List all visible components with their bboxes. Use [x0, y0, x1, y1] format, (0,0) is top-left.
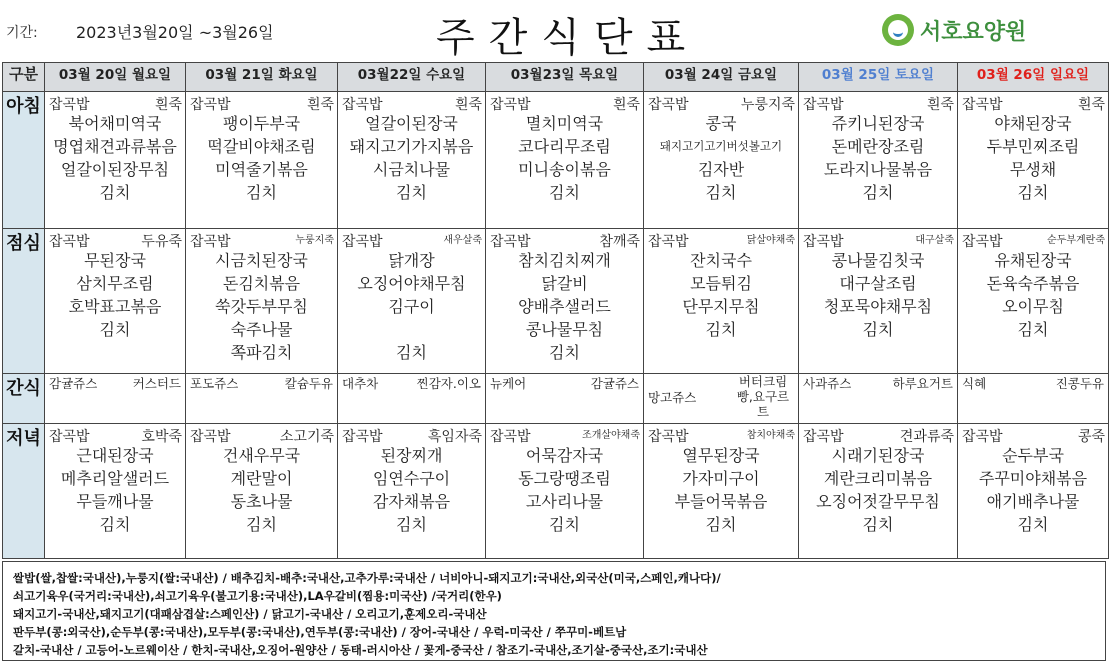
dish-item: 대구살조림 — [839, 274, 917, 293]
snack-item-left: 감귤쥬스 — [49, 376, 98, 391]
breakfast-cell — [486, 92, 644, 229]
page-title: 주간식단표 — [436, 15, 700, 61]
rice-porridge-line — [186, 229, 337, 249]
snack-item-right: 커스터드 — [132, 375, 181, 391]
dish-item — [338, 318, 485, 341]
dish-item: 시금치나물 — [372, 160, 451, 179]
rice-item: 잡곡밥 — [490, 234, 531, 250]
smile-logo-icon — [882, 14, 914, 46]
dish-item: 계란크리미볶음 — [823, 469, 933, 488]
porridge-item: 흰죽 — [612, 97, 640, 113]
meal-label-snack: 간식 — [3, 374, 45, 424]
porridge-item: 흰죽 — [454, 97, 482, 113]
dish-item: 두부민찌조림 — [986, 137, 1080, 156]
rice-porridge-line — [644, 229, 798, 249]
dish-item: 무생채 — [1009, 160, 1057, 179]
day-header-tue: 03월 21일 화요일 — [186, 63, 338, 92]
dish-item: 애기배추나물 — [986, 492, 1080, 511]
dish-item: 북어채미역국 — [68, 114, 162, 133]
porridge-item: 순두부계란죽 — [1047, 235, 1105, 246]
dish-item: 코다리무조림 — [518, 137, 611, 156]
dish-item: 열무된장국 — [682, 446, 760, 465]
period-value: 2023년3월20일 ~3월26일 — [76, 23, 274, 42]
day-header-thu: 03월23일 목요일 — [486, 63, 644, 92]
snack-item-right: 버터크림빵,요구르트 — [736, 374, 790, 419]
porridge-item: 조개살야채죽 — [582, 430, 640, 441]
breakfast-cell — [186, 92, 338, 229]
rice-item: 잡곡밥 — [49, 97, 90, 113]
rice-porridge-line — [799, 92, 957, 112]
dinner-cell — [799, 424, 958, 559]
dish-item: 청포묵야채무침 — [823, 297, 933, 316]
rice-item: 잡곡밥 — [803, 429, 844, 445]
dish-item: 시래기된장국 — [831, 446, 925, 465]
dish-item: 건새우무국 — [222, 446, 301, 465]
dish-item: 얼갈이된장국 — [365, 114, 458, 133]
porridge-item: 흑임자죽 — [427, 429, 482, 445]
lunch-cell — [45, 229, 186, 374]
dinner-cell — [486, 424, 644, 559]
lunch-cell — [799, 229, 958, 374]
rice-porridge-line — [45, 92, 185, 112]
dish-item: 잔치국수 — [690, 251, 752, 270]
origin-notes — [2, 561, 1106, 661]
rice-item: 잡곡밥 — [190, 97, 231, 113]
dish-item: 김치 — [549, 343, 580, 362]
porridge-item: 호박죽 — [141, 429, 182, 445]
dish-item: 임연수구이 — [372, 469, 451, 488]
rice-porridge-line — [338, 424, 485, 444]
dish-item: 김치 — [705, 515, 737, 534]
dish-item: 김치 — [99, 515, 131, 534]
snack-cell — [958, 374, 1109, 424]
snack-items — [45, 374, 185, 392]
porridge-item: 흰죽 — [1077, 97, 1105, 113]
dish-item: 어묵감자국 — [525, 446, 604, 465]
dish-item: 호박표고볶음 — [68, 297, 162, 316]
day-header-row — [3, 63, 1109, 92]
porridge-item: 참깨죽 — [599, 234, 640, 250]
snack-item-right: 감귤쥬스 — [590, 375, 639, 391]
dish-item: 김치 — [99, 320, 131, 339]
rice-item: 잡곡밥 — [962, 234, 1003, 250]
dish-item: 콩나물무침 — [525, 320, 604, 339]
origin-note-line: 쌀밥(쌀,찹쌀:국내산),누룽지(쌀:국내산) / 배추김치-배추:국내산,고추가루:국내산 / 너비아니-돼지고기:국내산,외국산(미국,스페인,캐나다)/ — [13, 571, 721, 585]
dish-item: 돼지고기가지볶음 — [349, 137, 474, 156]
snack-items — [958, 374, 1108, 392]
dish-item: 쑥갓두부무침 — [215, 297, 308, 316]
dish-item: 단무지무침 — [682, 297, 760, 316]
dish-item: 김치 — [396, 515, 427, 534]
snack-items — [644, 374, 798, 419]
snack-item-right: 하루요거트 — [892, 375, 953, 391]
dish-item: 콩나물김칫국 — [831, 251, 925, 270]
breakfast-cell — [958, 92, 1109, 229]
origin-note-line: 갈치-국내산 / 고등어-노르웨이산 / 한치-국내산,오징어-원양산 / 동태-러시아산 / 꽃게-중국산 / 참조기-국내산,조기살-중국산,조기:국내산 — [13, 643, 708, 657]
dish-item: 돈메란장조림 — [831, 137, 925, 156]
snack-item-left: 사과쥬스 — [803, 376, 852, 391]
dinner-cell — [958, 424, 1109, 559]
lunch-cell — [486, 229, 644, 374]
dish-item: 명엽채견과류볶음 — [53, 137, 177, 156]
dish-item: 팽이두부국 — [222, 114, 301, 133]
dish-item: 도라지나물볶음 — [823, 160, 933, 179]
dish-item: 닭갈비 — [541, 274, 588, 293]
dish-item: 김자반 — [697, 160, 745, 179]
lunch-row — [3, 229, 1109, 374]
dish-item: 계란말이 — [230, 469, 293, 488]
porridge-item: 닭살야채죽 — [746, 235, 795, 246]
rice-porridge-line — [958, 229, 1108, 249]
dish-item: 유채된장국 — [994, 251, 1072, 270]
snack-items — [338, 374, 485, 392]
dish-item: 김치 — [862, 183, 894, 202]
dish-item: 김치 — [1017, 183, 1049, 202]
meal-label-lunch: 점심 — [3, 229, 45, 374]
dish-item: 김구이 — [388, 297, 435, 316]
rice-item: 잡곡밥 — [962, 429, 1003, 445]
breakfast-row — [3, 92, 1109, 229]
rice-porridge-line — [186, 92, 337, 112]
breakfast-cell — [45, 92, 186, 229]
breakfast-cell — [644, 92, 799, 229]
day-header-mon: 03월 20일 월요일 — [45, 63, 186, 92]
dish-item: 무된장국 — [84, 251, 146, 270]
meal-label-breakfast: 아침 — [3, 92, 45, 229]
dish-item: 쥬키니된장국 — [831, 114, 925, 133]
origin-note-line: 쇠고기육우(국거리:국내산),쇠고기육우(불고기용:국내산),LA우갈비(찜용:미국산) /국거리(한우) — [13, 589, 502, 603]
rice-porridge-line — [486, 92, 643, 112]
snack-cell — [799, 374, 958, 424]
lunch-cell — [958, 229, 1109, 374]
rice-porridge-line — [799, 424, 957, 444]
rice-porridge-line — [644, 92, 798, 112]
rice-porridge-line — [958, 92, 1108, 112]
dish-item: 돈김치볶음 — [222, 274, 301, 293]
snack-items — [799, 374, 957, 392]
snack-item-right: 칼슘두유 — [284, 375, 333, 391]
dish-item: 가자미구이 — [682, 469, 760, 488]
dish-item: 김치 — [549, 515, 580, 534]
dish-item: 김치 — [99, 183, 131, 202]
dish-item: 김치 — [396, 183, 427, 202]
origin-note-line: 판두부(콩:외국산),순두부(콩:국내산),모두부(콩:국내산),연두부(콩:국내산) / 장어-국내산 / 우럭-미국산 / 쭈꾸미-베트남 — [13, 625, 627, 639]
origin-note-line: 돼지고기-국내산,돼지고기(대패삼겹살:스페인산) / 닭고기-국내산 / 오리고기,훈제오리-국내산 — [13, 607, 487, 621]
dish-item: 김치 — [396, 343, 427, 362]
dish-item: 메추리알샐러드 — [60, 469, 170, 488]
rice-item: 잡곡밥 — [342, 234, 383, 250]
snack-item-left: 뉴케어 — [490, 376, 527, 391]
rice-item: 잡곡밥 — [803, 97, 844, 113]
rice-item: 잡곡밥 — [190, 234, 231, 250]
rice-porridge-line — [338, 229, 485, 249]
porridge-item: 견과류죽 — [899, 429, 954, 445]
dinner-cell — [45, 424, 186, 559]
dish-item: 무들깨나물 — [76, 492, 154, 511]
dish-item: 참치김치찌개 — [518, 251, 611, 270]
rice-porridge-line — [644, 424, 798, 444]
dish-item: 김치 — [1017, 320, 1049, 339]
lunch-cell — [644, 229, 799, 374]
porridge-item: 흰죽 — [306, 97, 334, 113]
dish-item: 김치 — [862, 515, 894, 534]
dish-item: 고사리나물 — [525, 492, 604, 511]
porridge-item: 대구살죽 — [915, 235, 954, 246]
rice-item: 잡곡밥 — [648, 97, 689, 113]
logo — [882, 12, 1026, 48]
rice-item: 잡곡밥 — [490, 429, 531, 445]
dish-item: 멸치미역국 — [525, 114, 604, 133]
dish-item: 오징어젓갈무무침 — [816, 492, 940, 511]
snack-item-left: 망고쥬스 — [648, 389, 697, 405]
snack-item-left: 식혜 — [962, 376, 987, 391]
snack-cell — [644, 374, 799, 424]
breakfast-cell — [338, 92, 486, 229]
weekly-menu-table — [2, 62, 1109, 559]
dish-item: 돈육숙주볶음 — [986, 274, 1080, 293]
snack-cell — [338, 374, 486, 424]
dish-item: 오징어야채무침 — [357, 274, 466, 293]
rice-item: 잡곡밥 — [342, 97, 383, 113]
porridge-item: 새우살죽 — [443, 235, 482, 246]
day-header-sun: 03월 26일 일요일 — [958, 63, 1109, 92]
dish-item: 미니송이볶음 — [518, 160, 611, 179]
dish-item: 감자채볶음 — [372, 492, 451, 511]
dish-item: 김치 — [705, 320, 737, 339]
lunch-cell — [186, 229, 338, 374]
dish-item: 김치 — [549, 183, 580, 202]
porridge-item: 누룽지죽 — [740, 97, 795, 113]
rice-item: 잡곡밥 — [490, 97, 531, 113]
snack-cell — [45, 374, 186, 424]
dinner-cell — [186, 424, 338, 559]
rice-porridge-line — [799, 229, 957, 249]
rice-item: 잡곡밥 — [962, 97, 1003, 113]
rice-porridge-line — [486, 424, 643, 444]
porridge-item: 참치야채죽 — [746, 430, 795, 441]
snack-items — [486, 374, 643, 392]
rice-item: 잡곡밥 — [49, 234, 90, 250]
dish-item: 부들어묵볶음 — [674, 492, 768, 511]
snack-cell — [186, 374, 338, 424]
dish-item: 순두부국 — [1002, 446, 1064, 465]
dish-item: 김치 — [246, 515, 277, 534]
porridge-item: 누룽지죽 — [295, 235, 334, 246]
rice-item: 잡곡밥 — [190, 429, 231, 445]
dish-item: 모듬튀김 — [690, 274, 752, 293]
page-header — [0, 0, 1112, 62]
porridge-item: 흰죽 — [154, 97, 182, 113]
rice-item: 잡곡밥 — [648, 234, 689, 250]
dish-item: 숙주나물 — [230, 320, 293, 339]
rice-porridge-line — [338, 92, 485, 112]
day-header-fri: 03월 24일 금요일 — [644, 63, 799, 92]
porridge-item: 두유죽 — [141, 234, 182, 250]
dish-item: 김치 — [246, 183, 277, 202]
rice-item: 잡곡밥 — [648, 429, 689, 445]
logo-text: 서호요양원 — [920, 19, 1027, 45]
dish-item: 동그랑땡조림 — [518, 469, 611, 488]
dish-item: 김치 — [1017, 515, 1049, 534]
dish-item: 미역줄기볶음 — [215, 160, 308, 179]
snack-row — [3, 374, 1109, 424]
snack-item-left: 대추차 — [342, 376, 379, 391]
dish-item: 얼갈이된장무침 — [60, 160, 170, 179]
snack-item-left: 포도쥬스 — [190, 376, 239, 391]
dish-item: 삼치무조림 — [76, 274, 154, 293]
rice-porridge-line — [486, 229, 643, 249]
rice-porridge-line — [958, 424, 1108, 444]
dish-item: 주꾸미야채볶음 — [978, 469, 1088, 488]
dish-item: 쪽파김치 — [230, 343, 293, 362]
dish-item: 김치 — [862, 320, 894, 339]
dinner-cell — [644, 424, 799, 559]
rice-porridge-line — [45, 424, 185, 444]
rice-porridge-line — [186, 424, 337, 444]
breakfast-cell — [799, 92, 958, 229]
snack-item-right: 진콩두유 — [1055, 375, 1104, 391]
rice-porridge-line — [45, 229, 185, 249]
rice-item: 잡곡밥 — [342, 429, 383, 445]
snack-item-right: 찐감자.이오 — [416, 375, 481, 391]
porridge-item: 흰죽 — [926, 97, 954, 113]
day-header-sat: 03월 25일 토요일 — [799, 63, 958, 92]
dish-item: 김치 — [705, 183, 737, 202]
dish-item: 닭개장 — [388, 251, 435, 270]
meal-label-dinner: 저녁 — [3, 424, 45, 559]
dish-item: 콩국 — [705, 114, 737, 133]
dinner-row — [3, 424, 1109, 559]
dish-item: 된장찌개 — [380, 446, 443, 465]
porridge-item: 소고기죽 — [279, 429, 334, 445]
snack-cell — [486, 374, 644, 424]
period-label: 기간: — [6, 25, 38, 41]
lunch-cell — [338, 229, 486, 374]
snack-items — [186, 374, 337, 392]
dish-item: 돼지고기고기버섯볼고기 — [659, 139, 783, 153]
dish-item: 떡갈비야채조림 — [207, 137, 316, 156]
porridge-item: 콩죽 — [1077, 429, 1105, 445]
corner-label: 구분 — [3, 63, 45, 92]
dish-item: 동초나물 — [230, 492, 293, 511]
dish-item: 야채된장국 — [994, 114, 1072, 133]
day-header-wed: 03월22일 수요일 — [338, 63, 486, 92]
rice-item: 잡곡밥 — [803, 234, 844, 250]
dinner-cell — [338, 424, 486, 559]
dish-item: 시금치된장국 — [215, 251, 308, 270]
dish-item: 양배추샐러드 — [518, 297, 611, 316]
dish-item: 오이무침 — [1002, 297, 1064, 316]
dish-item: 근대된장국 — [76, 446, 154, 465]
rice-item: 잡곡밥 — [49, 429, 90, 445]
